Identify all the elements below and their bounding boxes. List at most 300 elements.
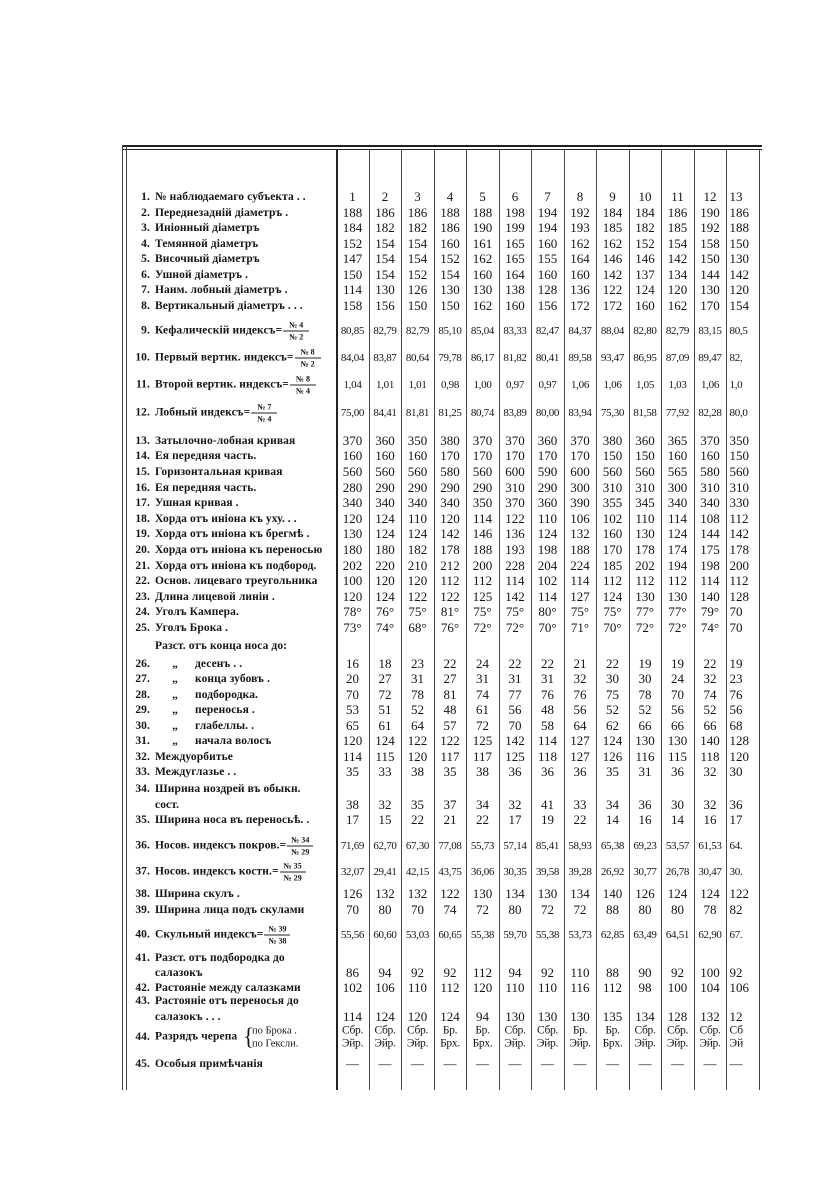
table-cell: 62,85 bbox=[600, 929, 625, 941]
table-cell: 112 bbox=[635, 573, 655, 588]
table-cell: 0,97 bbox=[505, 379, 525, 391]
table-cell: 199 bbox=[505, 220, 525, 235]
table-cell: 39,28 bbox=[568, 866, 592, 878]
table-cell: 35 bbox=[411, 797, 424, 812]
row-number: 5. bbox=[141, 253, 150, 265]
table-cell: 69,23 bbox=[633, 840, 657, 852]
table-cell: 140 bbox=[602, 886, 623, 901]
table-cell: 130 bbox=[537, 886, 558, 901]
table-cell: 132 bbox=[375, 886, 395, 901]
table-cell: 36 bbox=[573, 764, 587, 779]
row-label-text: Кефалическій индексъ= bbox=[155, 324, 283, 337]
table-cell: 67,30 bbox=[405, 840, 430, 852]
table-cell: 186 bbox=[440, 220, 460, 235]
index-formula-fraction bbox=[251, 403, 277, 424]
table-cell: 120 bbox=[729, 282, 749, 297]
table-cell: 590 bbox=[537, 464, 558, 479]
table-cell: 48 bbox=[443, 702, 457, 717]
row-label bbox=[130, 689, 258, 701]
table-cell: 124 bbox=[375, 511, 395, 526]
table-cell: 1,06 bbox=[603, 379, 622, 391]
table-cell: 144 bbox=[700, 526, 720, 541]
table-cell: 81 bbox=[443, 687, 457, 702]
table-cell: 202 bbox=[635, 557, 655, 573]
table-cell: 60,60 bbox=[373, 929, 397, 941]
table-cell: 18 bbox=[378, 656, 392, 671]
table-cell: 112 bbox=[472, 573, 493, 588]
table-cell: 122 bbox=[602, 282, 623, 297]
row-label bbox=[130, 704, 255, 716]
table-cell: 122 bbox=[407, 733, 428, 748]
table-cell: 55,56 bbox=[340, 929, 365, 941]
table-cell: 165 bbox=[505, 236, 525, 251]
row-number: 23. bbox=[135, 591, 150, 603]
table-cell: — bbox=[378, 1056, 392, 1071]
table-cell: 1,04 bbox=[343, 379, 362, 391]
table-cell: — bbox=[638, 1056, 652, 1071]
table-cell: 124 bbox=[537, 526, 558, 541]
table-cell: 12 bbox=[729, 1009, 743, 1024]
table-cell: 114 bbox=[342, 749, 363, 764]
row-label bbox=[130, 735, 271, 747]
row-number: 17. bbox=[135, 497, 150, 509]
table-cell: Эйр. bbox=[666, 1037, 689, 1050]
table-cell: Эйр. bbox=[536, 1037, 559, 1050]
table-cell: 125 bbox=[472, 589, 493, 604]
row-label bbox=[130, 622, 228, 634]
table-cell: 120 bbox=[342, 733, 363, 748]
row-label-text: Уголъ Брока . bbox=[155, 622, 229, 634]
table-cell: 310 bbox=[635, 479, 655, 495]
ditto-mark: „ bbox=[172, 735, 178, 747]
table-cell: 290 bbox=[440, 479, 460, 495]
table-cell: 158 bbox=[700, 236, 720, 251]
row-label bbox=[130, 513, 297, 525]
table-cell: 560 bbox=[602, 464, 623, 479]
row-number: 44. bbox=[135, 1030, 150, 1043]
row-label-text: Ея передняя часть. bbox=[155, 450, 257, 462]
row-label-text: Темянной діаметръ bbox=[155, 238, 259, 250]
table-cell: 147 bbox=[342, 251, 363, 266]
table-cell: 61 bbox=[378, 718, 392, 733]
table-cell: 220 bbox=[375, 557, 395, 573]
table-cell: 60,65 bbox=[438, 929, 462, 941]
table-cell: 114 bbox=[505, 573, 525, 588]
row-label-text: Хорда отъ иніона къ уху. . . bbox=[155, 513, 297, 525]
fraction-numerator: № 39 bbox=[268, 924, 287, 934]
table-cell: 84,41 bbox=[373, 407, 397, 419]
table-cell: 160 bbox=[667, 448, 688, 463]
table-cell: 70 bbox=[346, 687, 359, 702]
row-label-text: подбородка. bbox=[195, 689, 259, 701]
table-cell: 280 bbox=[342, 479, 363, 495]
table-cell: 22 bbox=[703, 656, 717, 671]
table-cell: 170 bbox=[602, 542, 623, 557]
row-number: 2. bbox=[141, 206, 150, 219]
table-cell: 68 bbox=[729, 718, 743, 733]
row-label-text: Затылочно-лобная кривая bbox=[155, 435, 296, 447]
row-label-text: Вертикальный діаметръ . . . bbox=[155, 299, 303, 312]
table-cell: 132 bbox=[407, 886, 428, 901]
row-label bbox=[130, 560, 317, 572]
table-cell: 79° bbox=[700, 604, 720, 619]
table-cell: 137 bbox=[635, 266, 655, 282]
table-cell: 172 bbox=[570, 297, 590, 313]
table-cell: 560 bbox=[407, 464, 428, 479]
table-cell: 98 bbox=[638, 980, 652, 995]
table-cell: 56 bbox=[671, 702, 684, 717]
table-cell: 72 bbox=[476, 718, 489, 733]
table-cell: 5 bbox=[479, 189, 486, 204]
table-cell: 80,74 bbox=[470, 407, 495, 419]
row-label-text: Разрядъ черепа bbox=[155, 1030, 238, 1043]
fraction-numerator: № 35 bbox=[283, 861, 302, 871]
table-cell: 192 bbox=[700, 220, 720, 235]
table-cell: 156 bbox=[375, 297, 395, 313]
table-cell: 17 bbox=[508, 812, 522, 827]
table-cell: 75° bbox=[603, 604, 622, 619]
table-cell: 193 bbox=[505, 542, 525, 557]
table-cell: 142 bbox=[440, 526, 460, 541]
table-cell: 76 bbox=[573, 687, 587, 702]
row-label-text: десенъ . . bbox=[195, 658, 243, 670]
table-cell: 43,75 bbox=[438, 866, 462, 878]
table-cell: 142 bbox=[505, 589, 525, 604]
table-cell: Сбр. bbox=[504, 1024, 526, 1037]
row-number: 42. bbox=[135, 982, 150, 994]
table-cell: 70 bbox=[671, 687, 684, 702]
table-cell: 68° bbox=[408, 620, 427, 635]
table-cell: Эйр. bbox=[634, 1037, 656, 1050]
row-label bbox=[130, 766, 236, 778]
table-cell: 16 bbox=[703, 812, 717, 827]
table-cell: 62,70 bbox=[373, 840, 397, 852]
table-cell: 114 bbox=[667, 511, 688, 526]
row-label-text: конца зубовъ . bbox=[195, 673, 270, 685]
table-cell: Эй bbox=[729, 1037, 744, 1050]
table-cell: 152 bbox=[635, 236, 655, 251]
row-label bbox=[130, 238, 258, 250]
table-cell: 22 bbox=[606, 656, 619, 671]
table-cell: 127 bbox=[570, 733, 590, 748]
row-label bbox=[130, 606, 239, 618]
row-label bbox=[130, 995, 299, 1007]
fraction-denominator: № 29 bbox=[291, 847, 310, 857]
table-cell: 150 bbox=[342, 266, 363, 282]
table-cell: 178 bbox=[729, 542, 749, 557]
table-cell: 92 bbox=[411, 965, 424, 980]
table-cell: 560 bbox=[342, 464, 363, 479]
table-cell: 58,93 bbox=[568, 840, 592, 852]
table-cell: 162 bbox=[472, 297, 493, 313]
table-cell: 15 bbox=[378, 812, 392, 827]
table-cell: 330 bbox=[729, 495, 749, 510]
table-cell: 31 bbox=[411, 671, 424, 686]
table-left-rule-inner bbox=[126, 145, 127, 1090]
table-cell: 154 bbox=[729, 297, 749, 313]
row-number: 9. bbox=[141, 324, 150, 337]
table-cell: 150 bbox=[440, 297, 460, 313]
row-number: 20. bbox=[135, 544, 150, 556]
table-cell: 200 bbox=[729, 557, 749, 573]
table-cell: 9 bbox=[609, 189, 616, 204]
table-cell: Сбр. bbox=[341, 1024, 364, 1037]
table-cell: 194 bbox=[537, 220, 558, 235]
table-cell: 118 bbox=[537, 749, 558, 764]
table-cell: 80° bbox=[538, 604, 557, 619]
table-cell: 130 bbox=[700, 282, 720, 297]
row-label-text: Второй вертик. индексъ= bbox=[155, 378, 289, 391]
row-label-text: Первый вертик. индексъ= bbox=[155, 351, 294, 364]
table-cell: 124 bbox=[635, 282, 655, 297]
table-cell: 81,81 bbox=[405, 407, 430, 419]
table-cell: — bbox=[411, 1056, 424, 1071]
row-number: 25. bbox=[135, 622, 150, 634]
table-cell: 77 bbox=[508, 687, 522, 702]
table-cell: 120 bbox=[472, 980, 493, 995]
table-cell: 144 bbox=[700, 266, 720, 282]
row-label-text: Ширина лица подъ скулами bbox=[155, 904, 305, 916]
table-cell: 130 bbox=[472, 282, 493, 297]
table-cell: 162 bbox=[602, 236, 623, 251]
fraction-denominator: № 38 bbox=[268, 936, 287, 946]
row-label-continuation: салазокъ bbox=[155, 967, 203, 979]
row-label bbox=[130, 952, 285, 964]
table-cell: 79,78 bbox=[438, 352, 462, 364]
table-cell: 150 bbox=[407, 297, 428, 313]
table-cell: 92 bbox=[541, 965, 554, 980]
table-cell: 150 bbox=[602, 448, 623, 463]
table-cell: 127 bbox=[570, 749, 590, 764]
table-cell: 164 bbox=[505, 266, 525, 282]
row-number: 36. bbox=[135, 839, 150, 852]
table-cell: 82,47 bbox=[535, 325, 560, 337]
table-cell: 155 bbox=[537, 251, 558, 266]
table-cell: 22 bbox=[476, 812, 489, 827]
row-label bbox=[130, 207, 288, 219]
table-cell: 64 bbox=[411, 718, 424, 733]
table-cell: 100 bbox=[342, 573, 363, 588]
table-cell: 36,06 bbox=[470, 866, 495, 878]
table-cell: 127 bbox=[570, 589, 590, 604]
table-cell: 30,47 bbox=[698, 866, 722, 878]
table-cell: 310 bbox=[505, 479, 525, 495]
table-cell: 16 bbox=[638, 812, 652, 827]
table-cell: 128 bbox=[667, 1009, 688, 1024]
table-cell: 290 bbox=[472, 479, 493, 495]
table-cell: 340 bbox=[440, 495, 460, 510]
table-cell: 124 bbox=[700, 886, 720, 901]
table-cell: 74° bbox=[700, 620, 720, 635]
table-cell: 112 bbox=[440, 980, 460, 995]
table-cell: 67. bbox=[729, 929, 743, 941]
fraction-denominator: № 29 bbox=[283, 873, 302, 883]
row-label bbox=[130, 544, 322, 556]
table-cell: 88,04 bbox=[600, 325, 625, 337]
table-cell: 198 bbox=[537, 542, 558, 557]
table-cell: 106 bbox=[570, 511, 590, 526]
table-cell: 120 bbox=[342, 511, 363, 526]
row-number: 31. bbox=[135, 735, 150, 747]
table-cell: 162 bbox=[570, 236, 590, 251]
table-cell: 26,78 bbox=[665, 866, 690, 878]
table-cell: 100 bbox=[667, 980, 688, 995]
row-label bbox=[130, 222, 260, 234]
table-cell: 560 bbox=[635, 464, 655, 479]
table-cell: 130 bbox=[505, 1009, 525, 1024]
table-cell: 560 bbox=[729, 464, 749, 479]
table-cell: 86 bbox=[346, 965, 359, 980]
row-label-text: Основ. лицеваго треугольника bbox=[155, 575, 318, 587]
table-cell: 172 bbox=[602, 297, 623, 313]
table-cell: 130 bbox=[537, 1009, 558, 1024]
index-formula-fraction bbox=[264, 925, 290, 946]
table-cell: 110 bbox=[537, 511, 558, 526]
table-cell: 186 bbox=[729, 204, 749, 220]
table-cell: 124 bbox=[440, 1009, 460, 1024]
table-cell: — bbox=[703, 1056, 717, 1071]
table-cell: 120 bbox=[440, 511, 460, 526]
table-cell: 186 bbox=[667, 204, 688, 220]
table-cell: 94 bbox=[378, 965, 392, 980]
row-number: 8. bbox=[141, 299, 150, 312]
table-cell: Сбр. bbox=[374, 1024, 396, 1037]
table-cell: 34 bbox=[476, 797, 489, 812]
table-cell: 188 bbox=[472, 542, 493, 557]
table-cell: 114 bbox=[342, 282, 363, 297]
column-rule bbox=[759, 150, 760, 1090]
table-cell: Эйр. bbox=[341, 1037, 364, 1050]
table-cell: 150 bbox=[635, 448, 655, 463]
table-cell: 86,95 bbox=[633, 352, 657, 364]
row-number: 32. bbox=[135, 751, 150, 763]
table-cell: 72° bbox=[668, 620, 687, 635]
row-label-text: Междуорбитье bbox=[155, 751, 233, 763]
table-cell: 370 bbox=[472, 433, 493, 448]
table-cell: 52 bbox=[638, 702, 652, 717]
table-cell: 70° bbox=[538, 620, 557, 635]
table-cell: 120 bbox=[375, 573, 395, 588]
table-cell: 76° bbox=[440, 620, 460, 635]
table-cell: 73° bbox=[343, 620, 362, 635]
row-label-continuation: салазокъ . . . bbox=[155, 1011, 221, 1023]
table-cell: 126 bbox=[342, 886, 363, 901]
table-cell: 75° bbox=[505, 604, 525, 619]
table-cell: 194 bbox=[667, 557, 688, 573]
table-cell: 146 bbox=[635, 251, 655, 266]
row-label-text: начала волосъ bbox=[195, 735, 272, 747]
table-cell: 80,41 bbox=[535, 352, 560, 364]
fraction-denominator: № 2 bbox=[300, 359, 315, 369]
table-cell: 53,57 bbox=[665, 840, 690, 852]
table-cell: 178 bbox=[440, 542, 460, 557]
table-cell: 80 bbox=[671, 902, 684, 917]
table-cell: 198 bbox=[700, 557, 720, 573]
table-cell: 112 bbox=[440, 573, 460, 588]
table-cell: 32 bbox=[703, 764, 717, 779]
row-label bbox=[130, 658, 242, 670]
table-cell: 120 bbox=[667, 282, 688, 297]
table-cell: 94 bbox=[476, 1009, 489, 1024]
table-cell: Сбр. bbox=[699, 1024, 721, 1037]
table-cell: 114 bbox=[472, 511, 493, 526]
row-label-text: Горизонтальная кривая bbox=[155, 466, 283, 478]
table-cell: 184 bbox=[342, 220, 363, 235]
table-cell: Брх. bbox=[472, 1037, 493, 1050]
table-cell: 188 bbox=[729, 220, 749, 235]
row-label bbox=[130, 435, 295, 447]
table-cell: 27 bbox=[443, 671, 457, 686]
row-number: 30. bbox=[135, 720, 150, 732]
table-cell: 114 bbox=[537, 589, 558, 604]
table-cell: 72 bbox=[378, 687, 392, 702]
table-cell: 110 bbox=[407, 511, 428, 526]
table-cell: 130 bbox=[440, 282, 460, 297]
table-cell: 160 bbox=[537, 266, 558, 282]
row-label bbox=[130, 1058, 263, 1070]
table-cell: 202 bbox=[342, 557, 363, 573]
table-cell: 140 bbox=[700, 733, 720, 748]
table-cell: 81,58 bbox=[633, 407, 657, 419]
row-number: 35. bbox=[135, 814, 150, 826]
table-cell: 1 bbox=[349, 189, 356, 204]
table-cell: 38 bbox=[411, 764, 424, 779]
table-cell: 122 bbox=[440, 733, 460, 748]
table-cell: 135 bbox=[602, 1009, 623, 1024]
table-cell: 182 bbox=[635, 220, 655, 235]
table-cell: 10 bbox=[638, 189, 652, 204]
table-cell: 125 bbox=[472, 733, 493, 748]
table-cell: 29,41 bbox=[373, 866, 397, 878]
row-label bbox=[130, 783, 301, 795]
row-label-text: Растояніе отъ переносья до bbox=[155, 995, 299, 1007]
table-cell: 64,51 bbox=[665, 929, 690, 941]
table-cell: 62,90 bbox=[698, 929, 722, 941]
table-cell: 83,15 bbox=[698, 325, 722, 337]
table-cell: 82,80 bbox=[633, 325, 657, 337]
table-cell: 170 bbox=[570, 448, 590, 463]
table-cell: 1,01 bbox=[375, 379, 395, 391]
table-cell: 52 bbox=[606, 702, 619, 717]
table-cell: Брх. bbox=[440, 1037, 460, 1050]
table-cell: 71° bbox=[570, 620, 590, 635]
row-number: 22. bbox=[135, 575, 150, 587]
table-cell: Сбр. bbox=[536, 1024, 559, 1037]
table-cell: 78° bbox=[343, 604, 362, 619]
row-sub-label: по Брока . bbox=[252, 1025, 297, 1037]
table-cell: 1,01 bbox=[408, 379, 427, 391]
table-cell: 170 bbox=[440, 448, 460, 463]
row-label bbox=[130, 321, 309, 342]
table-cell: 57 bbox=[443, 718, 457, 733]
table-cell: 112 bbox=[667, 573, 688, 588]
row-label-text: Растояніе между салазками bbox=[155, 982, 301, 994]
table-cell: 152 bbox=[407, 266, 428, 282]
table-cell: 192 bbox=[570, 204, 590, 220]
row-label-text: Носов. индексъ покров.= bbox=[155, 839, 287, 852]
table-cell: 90 bbox=[638, 965, 652, 980]
index-formula-fraction bbox=[287, 836, 313, 857]
table-cell: 142 bbox=[729, 266, 749, 282]
table-cell: 92 bbox=[729, 965, 743, 980]
table-cell: 130 bbox=[570, 1009, 590, 1024]
table-cell: 204 bbox=[537, 557, 558, 573]
table-cell: 290 bbox=[375, 479, 395, 495]
table-cell: Бр. bbox=[605, 1024, 620, 1037]
table-cell: 162 bbox=[472, 251, 493, 266]
row-number: 10. bbox=[135, 351, 150, 364]
row-number: 6. bbox=[141, 268, 150, 281]
